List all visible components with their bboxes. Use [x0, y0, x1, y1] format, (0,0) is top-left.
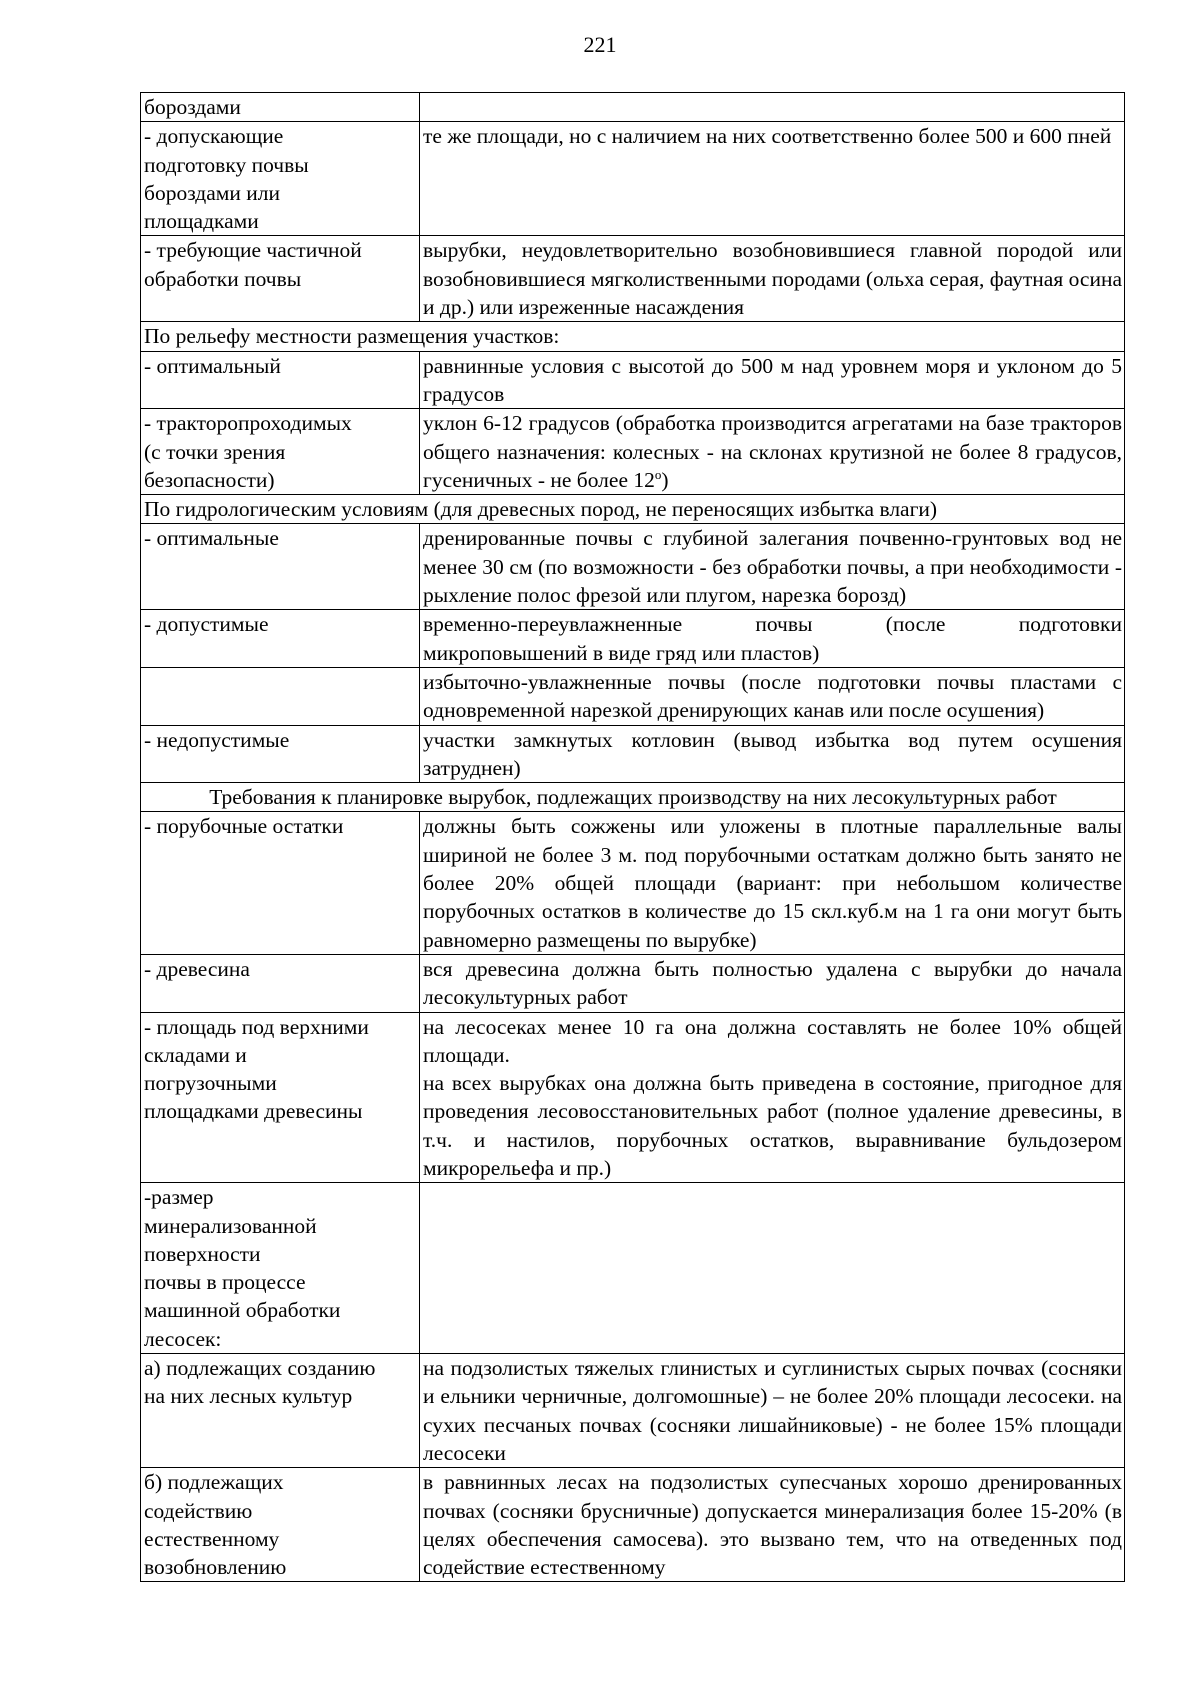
- table-row: [141, 1012, 1125, 1183]
- row-label: - порубочные остатки: [141, 812, 420, 954]
- table-row: [141, 1468, 1125, 1582]
- row-description: участки замкнутых котловин (вывод избытка вод путем осушения затруднен): [420, 725, 1125, 783]
- row-description-tail: ): [661, 467, 669, 492]
- row-description-paragraph: на всех вырубках она должна быть приведена в состояние, пригодное для проведения лесовосстановительных работ (полное удаление древесины, в т.ч. и настилов, порубочных остатков, выравнивание бульдозером микрорельефа и пр.): [423, 1071, 1122, 1180]
- table-row: [141, 725, 1125, 783]
- section-header-row: [141, 783, 1125, 812]
- row-description: [420, 1183, 1125, 1354]
- section-header-row: [141, 495, 1125, 524]
- row-label: бороздами: [141, 93, 420, 122]
- table-row: [141, 351, 1125, 409]
- row-description-line: временно-переувлажненные почвы (после подготовки: [423, 612, 1122, 637]
- row-description: [420, 409, 1125, 495]
- section-header-hydrology: По гидрологическим условиям (для древесных пород, не переносящих избытка влаги): [141, 495, 1125, 524]
- table-row: [141, 812, 1125, 954]
- row-description-text: уклон 6-12 градусов (обработка производится агрегатами на базе тракторов общего назначения: колесных - на склонах крутизной не более 8 градусов, гусеничных - не более 12: [423, 411, 1122, 492]
- table-row: [141, 524, 1125, 610]
- row-description: должны быть сожжены или уложены в плотные параллельные валы шириной не более 3 м. под порубочными остаткам должно быть занято не более 20% общей площади (вариант: при небольшом количестве порубочных остатков в количестве до 15 скл.куб.м на 1 га они могут быть равномерно размещены по вырубке): [420, 812, 1125, 954]
- row-description: [420, 93, 1125, 122]
- row-label: - допускающие подготовку почвы бороздами или площадками: [141, 122, 420, 236]
- row-description: в равнинных лесах на подзолистых супесчаных хорошо дренированных почвах (сосняки брусничные) допускается минерализация более 15-20% (в целях обеспечения самосева). это вызвано тем, что на отведенных под содействие естественному: [420, 1468, 1125, 1582]
- row-description: вырубки, неудовлетворительно возобновившиеся главной породой или возобновившиеся мягколиственными породами (ольха серая, фаутная осина и др.) или изреженные насаждения: [420, 236, 1125, 322]
- row-label: - древесина: [141, 954, 420, 1012]
- table-row: [141, 409, 1125, 495]
- requirements-table: [140, 92, 1125, 1582]
- section-header-planning: Требования к планировке вырубок, подлежащих производству на них лесокультурных работ: [141, 783, 1125, 812]
- row-label: - допустимые: [141, 610, 420, 668]
- row-description: избыточно-увлажненные почвы (после подготовки почвы пластами с одновременной нарезкой дренирующих канав или после осушения): [420, 667, 1125, 725]
- table-row: [141, 954, 1125, 1012]
- row-label: - оптимальные: [141, 524, 420, 610]
- row-label: - недопустимые: [141, 725, 420, 783]
- row-description: на подзолистых тяжелых глинистых и суглинистых сырых почвах (сосняки и ельники черничные, долгомошные) – не более 20% площади лесосеки. на сухих песчаных почвах (сосняки лишайниковые) - не более 15% площади лесосеки: [420, 1354, 1125, 1468]
- table-row: [141, 122, 1125, 236]
- row-label: - требующие частичной обработки почвы: [141, 236, 420, 322]
- row-description: равнинные условия с высотой до 500 м над уровнем моря и уклоном до 5 градусов: [420, 351, 1125, 409]
- row-description: те же площади, но с наличием на них соответственно более 500 и 600 пней: [420, 122, 1125, 236]
- page-number: 221: [583, 32, 617, 57]
- section-header-row: [141, 322, 1125, 351]
- table-row: [141, 610, 1125, 668]
- row-description: вся древесина должна быть полностью удалена с вырубки до начала лесокультурных работ: [420, 954, 1125, 1012]
- table-row: [141, 1183, 1125, 1354]
- row-description-line: микроповышений в виде гряд или пластов): [423, 640, 820, 665]
- row-label: [141, 667, 420, 725]
- table-row: [141, 1354, 1125, 1468]
- row-description-paragraph: на лесосеках менее 10 га она должна составлять не более 10% общей площади.: [423, 1014, 1122, 1067]
- row-description: дренированные почвы с глубиной залегания почвенно-грунтовых вод не менее 30 см (по возможности - без обработки почвы, а при необходимости - рыхление полос фрезой или плугом, нарезка борозд): [420, 524, 1125, 610]
- table-row: [141, 667, 1125, 725]
- section-header-relief: По рельефу местности размещения участков:: [141, 322, 1125, 351]
- degree-superscript: о: [654, 466, 662, 482]
- row-label: а) подлежащих созданию на них лесных культур: [141, 1354, 420, 1468]
- row-label: - оптимальный: [141, 351, 420, 409]
- table-row: [141, 236, 1125, 322]
- row-label: -размер минерализованной поверхности почвы в процессе машинной обработки лесосек:: [141, 1183, 420, 1354]
- table-row: [141, 93, 1125, 122]
- row-label: - площадь под верхними складами и погрузочными площадками древесины: [141, 1012, 420, 1183]
- row-label: - тракторопроходимых (с точки зрения безопасности): [141, 409, 420, 495]
- row-description: [420, 1012, 1125, 1183]
- row-label: б) подлежащих содействию естественному возобновлению: [141, 1468, 420, 1582]
- row-description: [420, 610, 1125, 668]
